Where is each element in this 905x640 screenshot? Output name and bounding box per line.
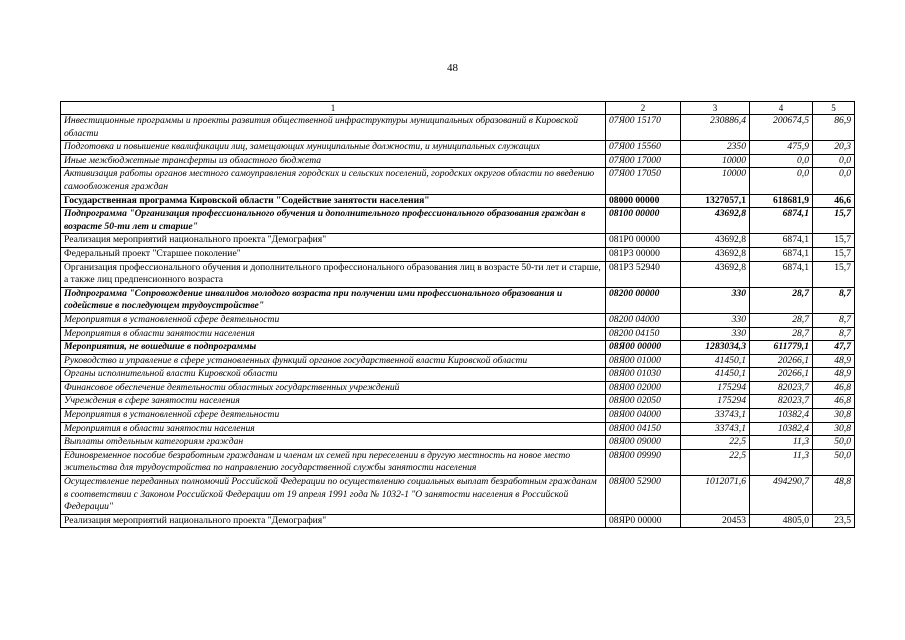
- row-name-cell: Финансовое обеспечение деятельности областных государственных учреждений: [61, 381, 606, 395]
- row-fact-cell: 6874,1: [750, 247, 813, 261]
- row-code-cell: 08200 04000: [606, 313, 681, 327]
- row-plan-cell: 43692,8: [681, 208, 750, 234]
- row-name-cell: Руководство и управление в сфере установленных функций органов государственной власти Кировской области: [61, 354, 606, 368]
- row-fact-cell: 6874,1: [750, 208, 813, 234]
- row-plan-cell: 230886,4: [681, 115, 750, 141]
- table-row: [61, 395, 855, 409]
- row-fact-cell: 6874,1: [750, 234, 813, 248]
- row-plan-cell: 1327057,1: [681, 194, 750, 208]
- row-plan-cell: 10000: [681, 168, 750, 194]
- row-percent-cell: 47,7: [813, 341, 855, 355]
- header-col-4: 4: [750, 102, 813, 115]
- row-name-cell: Учреждения в сфере занятости населения: [61, 395, 606, 409]
- row-plan-cell: 22,5: [681, 449, 750, 475]
- table-row: [61, 354, 855, 368]
- row-code-cell: 08Я00 09000: [606, 436, 681, 450]
- row-fact-cell: 82023,7: [750, 395, 813, 409]
- row-name-cell: Подготовка и повышение квалификации лиц, замещающих муниципальные должности, и муниципальных служащих: [61, 141, 606, 155]
- row-code-cell: 08Я00 01000: [606, 354, 681, 368]
- row-percent-cell: 46,8: [813, 381, 855, 395]
- header-col-1: 1: [61, 102, 606, 115]
- table-row: [61, 208, 855, 234]
- page-number: 48: [447, 62, 458, 74]
- row-name-cell: Организация профессионального обучения и дополнительного профессионального образования лиц в возрасте 50-ти лет и старше, а также лиц предпенсионного возраста: [61, 261, 606, 287]
- row-code-cell: 081P3 00000: [606, 247, 681, 261]
- row-code-cell: 08Я00 00000: [606, 341, 681, 355]
- row-name-cell: Мероприятия в области занятости населения: [61, 422, 606, 436]
- row-code-cell: 08Я00 02050: [606, 395, 681, 409]
- table-row: [61, 422, 855, 436]
- row-code-cell: 08Я00 01030: [606, 368, 681, 382]
- row-fact-cell: 0,0: [750, 154, 813, 168]
- row-name-cell: Реализация мероприятий национального проекта "Демография": [61, 514, 606, 528]
- row-plan-cell: 2350: [681, 141, 750, 155]
- row-plan-cell: 41450,1: [681, 354, 750, 368]
- row-percent-cell: 30,8: [813, 409, 855, 423]
- row-code-cell: 07Я00 17000: [606, 154, 681, 168]
- row-code-cell: 08Я00 09990: [606, 449, 681, 475]
- row-code-cell: 081P3 52940: [606, 261, 681, 287]
- table-row: [61, 476, 855, 515]
- table-row: [61, 287, 855, 313]
- row-fact-cell: 4805,0: [750, 514, 813, 528]
- row-plan-cell: 20453: [681, 514, 750, 528]
- row-code-cell: 08Я00 04000: [606, 409, 681, 423]
- row-code-cell: 07Я00 17050: [606, 168, 681, 194]
- row-percent-cell: 23,5: [813, 514, 855, 528]
- row-plan-cell: 22,5: [681, 436, 750, 450]
- row-percent-cell: 48,8: [813, 476, 855, 515]
- row-name-cell: Реализация мероприятий национального проекта "Демография": [61, 234, 606, 248]
- row-fact-cell: 11,3: [750, 436, 813, 450]
- row-percent-cell: 48,9: [813, 368, 855, 382]
- table-row: [61, 313, 855, 327]
- row-percent-cell: 46,8: [813, 395, 855, 409]
- header-col-2: 2: [606, 102, 681, 115]
- row-percent-cell: 15,7: [813, 247, 855, 261]
- row-code-cell: 07Я00 15170: [606, 115, 681, 141]
- row-fact-cell: 10382,4: [750, 409, 813, 423]
- row-name-cell: Мероприятия в установленной сфере деятельности: [61, 409, 606, 423]
- row-name-cell: Подпрограмма "Сопровождение инвалидов молодого возраста при получении ими профессионального образования и содействие в последующем трудоустройстве": [61, 287, 606, 313]
- table-row: [61, 154, 855, 168]
- row-fact-cell: 20266,1: [750, 368, 813, 382]
- row-plan-cell: 175294: [681, 395, 750, 409]
- row-plan-cell: 175294: [681, 381, 750, 395]
- table-row: [61, 234, 855, 248]
- table-row: [61, 449, 855, 475]
- row-name-cell: Мероприятия, не вошедшие в подпрограммы: [61, 341, 606, 355]
- row-name-cell: Мероприятия в установленной сфере деятельности: [61, 313, 606, 327]
- table-row: [61, 168, 855, 194]
- row-fact-cell: 28,7: [750, 313, 813, 327]
- header-col-5: 5: [813, 102, 855, 115]
- table-row: [61, 141, 855, 155]
- row-code-cell: 07Я00 15560: [606, 141, 681, 155]
- table-row: [61, 247, 855, 261]
- row-name-cell: Органы исполнительной власти Кировской области: [61, 368, 606, 382]
- row-plan-cell: 43692,8: [681, 261, 750, 287]
- row-code-cell: 08Я00 04150: [606, 422, 681, 436]
- row-name-cell: Мероприятия в области занятости населения: [61, 327, 606, 341]
- row-percent-cell: 8,7: [813, 327, 855, 341]
- row-percent-cell: 86,9: [813, 115, 855, 141]
- row-plan-cell: 43692,8: [681, 247, 750, 261]
- row-percent-cell: 8,7: [813, 287, 855, 313]
- row-plan-cell: 1283034,3: [681, 341, 750, 355]
- row-plan-cell: 330: [681, 327, 750, 341]
- table-row: [61, 514, 855, 528]
- row-code-cell: 08200 00000: [606, 287, 681, 313]
- row-fact-cell: 0,0: [750, 168, 813, 194]
- row-code-cell: 08ЯP0 00000: [606, 514, 681, 528]
- table-header-row: [61, 102, 855, 115]
- row-fact-cell: 82023,7: [750, 381, 813, 395]
- row-plan-cell: 43692,8: [681, 234, 750, 248]
- row-name-cell: Инвестиционные программы и проекты развития общественной инфраструктуры муниципальных образований в Кировской области: [61, 115, 606, 141]
- row-fact-cell: 475,9: [750, 141, 813, 155]
- budget-table: [60, 101, 855, 528]
- row-plan-cell: 33743,1: [681, 422, 750, 436]
- row-code-cell: 08200 04150: [606, 327, 681, 341]
- row-plan-cell: 41450,1: [681, 368, 750, 382]
- row-name-cell: Единовременное пособие безработным гражданам и членам их семей при переселении в другую местность на новое место жительства для трудоустройства по направлению государственной службы занятости населения: [61, 449, 606, 475]
- row-fact-cell: 11,3: [750, 449, 813, 475]
- row-name-cell: Подпрограмма "Организация профессионального обучения и дополнительного профессионального образования граждан в возрасте 50-ти лет и старше": [61, 208, 606, 234]
- row-fact-cell: 494290,7: [750, 476, 813, 515]
- row-plan-cell: 10000: [681, 154, 750, 168]
- row-plan-cell: 1012071,6: [681, 476, 750, 515]
- row-percent-cell: 8,7: [813, 313, 855, 327]
- row-plan-cell: 330: [681, 313, 750, 327]
- row-percent-cell: 46,6: [813, 194, 855, 208]
- row-code-cell: 08Я00 02000: [606, 381, 681, 395]
- row-percent-cell: 0,0: [813, 168, 855, 194]
- table-row: [61, 409, 855, 423]
- row-fact-cell: 28,7: [750, 327, 813, 341]
- row-percent-cell: 15,7: [813, 234, 855, 248]
- row-name-cell: Выплаты отдельным категориям граждан: [61, 436, 606, 450]
- table-row: [61, 436, 855, 450]
- row-percent-cell: 15,7: [813, 261, 855, 287]
- table-row: [61, 368, 855, 382]
- row-percent-cell: 0,0: [813, 154, 855, 168]
- row-fact-cell: 6874,1: [750, 261, 813, 287]
- row-percent-cell: 20,3: [813, 141, 855, 155]
- row-percent-cell: 30,8: [813, 422, 855, 436]
- table-row: [61, 327, 855, 341]
- row-name-cell: Активизация работы органов местного самоуправления городских и сельских поселений, городских округов области по введению самообложения граждан: [61, 168, 606, 194]
- row-name-cell: Федеральный проект "Старшее поколение": [61, 247, 606, 261]
- row-percent-cell: 48,9: [813, 354, 855, 368]
- row-fact-cell: 28,7: [750, 287, 813, 313]
- row-fact-cell: 20266,1: [750, 354, 813, 368]
- row-code-cell: 08Я00 52900: [606, 476, 681, 515]
- table-row: [61, 261, 855, 287]
- table-row: [61, 194, 855, 208]
- row-plan-cell: 33743,1: [681, 409, 750, 423]
- row-percent-cell: 50,0: [813, 449, 855, 475]
- table-row: [61, 341, 855, 355]
- row-name-cell: Государственная программа Кировской области "Содействие занятости населения": [61, 194, 606, 208]
- header-col-3: 3: [681, 102, 750, 115]
- row-code-cell: 08000 00000: [606, 194, 681, 208]
- row-code-cell: 08100 00000: [606, 208, 681, 234]
- table-row: [61, 381, 855, 395]
- row-fact-cell: 200674,5: [750, 115, 813, 141]
- row-code-cell: 081P0 00000: [606, 234, 681, 248]
- row-name-cell: Иные межбюджетные трансферты из областного бюджета: [61, 154, 606, 168]
- row-plan-cell: 330: [681, 287, 750, 313]
- row-fact-cell: 611779,1: [750, 341, 813, 355]
- table-row: [61, 115, 855, 141]
- row-name-cell: Осуществление переданных полномочий Российской Федерации по осуществлению социальных выплат безработным гражданам в соответствии с Законом Российской Федерации от 19 апреля 1991 года № 1032-1 "О занятости населения в Российской Федерации": [61, 476, 606, 515]
- row-percent-cell: 50,0: [813, 436, 855, 450]
- row-percent-cell: 15,7: [813, 208, 855, 234]
- row-fact-cell: 618681,9: [750, 194, 813, 208]
- row-fact-cell: 10382,4: [750, 422, 813, 436]
